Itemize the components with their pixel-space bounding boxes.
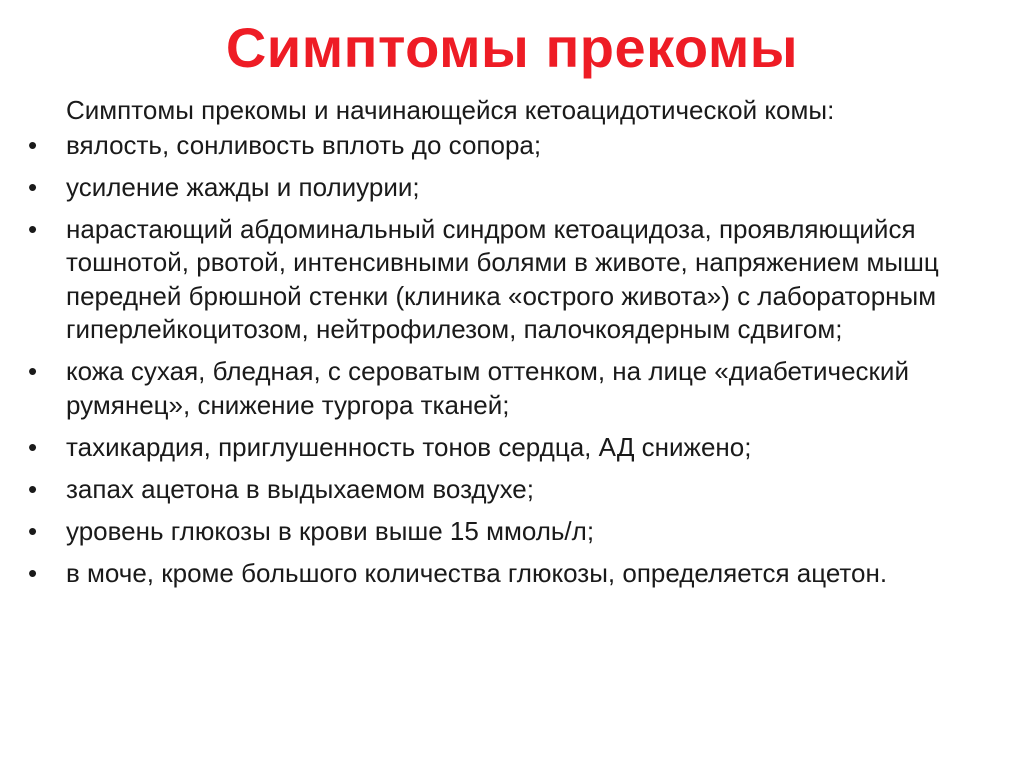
bullet-icon: •	[28, 557, 38, 588]
symptom-list	[28, 129, 998, 591]
list-item	[28, 355, 998, 422]
bullet-icon: •	[28, 515, 38, 546]
list-item	[28, 515, 998, 549]
list-item	[28, 557, 998, 591]
list-item-text: вялость, сонливость вплоть до сопора;	[66, 129, 542, 160]
slide-content	[28, 94, 998, 599]
list-item	[28, 129, 998, 163]
list-item-text: тахикардия, приглушенность тонов сердца, АД снижено;	[66, 431, 752, 462]
list-item	[28, 171, 998, 205]
list-item-text: уровень глюкозы в крови выше 15 ммоль/л;	[66, 515, 595, 546]
list-item	[28, 213, 998, 347]
bullet-icon: •	[28, 171, 38, 202]
list-item	[28, 431, 998, 465]
bullet-icon: •	[28, 473, 38, 504]
list-item-text: в моче, кроме большого количества глюкозы, определяется ацетон.	[66, 557, 888, 588]
bullet-icon: •	[28, 431, 38, 462]
slide-title: Симптомы прекомы	[225, 16, 799, 79]
bullet-icon: •	[28, 129, 38, 160]
intro-text: Симптомы прекомы и начинающейся кетоацидотической комы:	[66, 95, 835, 125]
list-item-text: кожа сухая, бледная, с сероватым оттенком, на лице «диабетический румянец», снижение тургора тканей;	[66, 356, 909, 420]
list-item-text: усиление жажды и полиурии;	[66, 171, 420, 202]
bullet-icon: •	[28, 356, 38, 386]
list-item-text: нарастающий абдоминальный синдром кетоацидоза, проявляющийся тошнотой, рвотой, интенсивными болями в животе, напряжением мышц передней брюшной стенки (клиника «острого живота») с лабораторным гиперлейкоцитозом, нейтрофилезом, палочкоядерным сдвигом;	[66, 213, 939, 344]
list-item-text: запах ацетона в выдыхаемом воздухе;	[66, 473, 534, 504]
bullet-icon: •	[28, 213, 38, 244]
list-item	[28, 473, 998, 507]
